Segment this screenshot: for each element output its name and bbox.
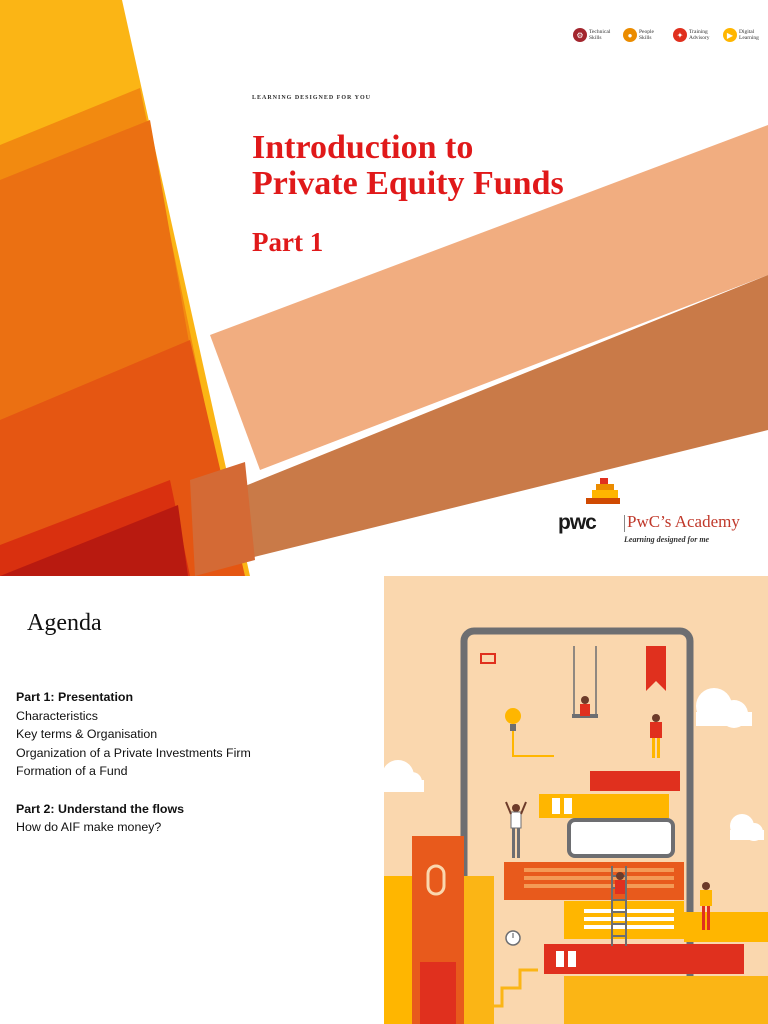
logo-tagline: Learning designed for me bbox=[624, 535, 710, 544]
agenda-slide bbox=[0, 576, 768, 1024]
category-technical-skills bbox=[573, 28, 617, 42]
pwc-academy-logo bbox=[558, 478, 758, 548]
agenda-part1-heading: Part 1: Presentation bbox=[16, 690, 134, 704]
cover-subtitle: Part 1 bbox=[252, 227, 324, 257]
learning-illustration bbox=[384, 576, 768, 1024]
academy-wordmark: PwC’s Academy bbox=[627, 512, 740, 531]
category-training-advisory bbox=[673, 28, 717, 42]
category-digital-learning bbox=[723, 28, 767, 42]
tablet-books-illustration bbox=[384, 576, 768, 1024]
title-line-2: Private Equity Funds bbox=[252, 165, 564, 202]
pwc-wordmark: pwc bbox=[558, 511, 596, 534]
agenda-list bbox=[16, 688, 251, 837]
agenda-part2-heading: Part 2: Understand the flows bbox=[16, 801, 184, 816]
agenda-item: Characteristics bbox=[16, 708, 98, 723]
agenda-item: Organization of a Private Investments Firm bbox=[16, 745, 251, 760]
category-label: People bbox=[639, 29, 654, 35]
people-icon: ● bbox=[623, 28, 637, 42]
category-label: Skills bbox=[589, 35, 602, 41]
category-label: Learning bbox=[739, 35, 759, 41]
category-label: Advisory bbox=[689, 35, 710, 41]
category-label: Skills bbox=[639, 35, 652, 41]
lightbulb-icon: ✦ bbox=[673, 28, 687, 42]
agenda-item: Key terms & Organisation bbox=[16, 727, 158, 741]
gears-icon: ⚙ bbox=[573, 28, 587, 42]
cover-tagline: LEARNING DESIGNED FOR YOU bbox=[252, 95, 371, 101]
logo-divider bbox=[624, 515, 625, 532]
cover-title bbox=[252, 130, 672, 202]
pwc-logo-mark-icon bbox=[586, 478, 626, 506]
category-label: Digital bbox=[739, 29, 755, 35]
category-people-skills bbox=[623, 28, 667, 42]
agenda-item: How do AIF make money? bbox=[16, 820, 162, 834]
play-icon: ▶ bbox=[723, 28, 737, 42]
learning-categories bbox=[573, 28, 767, 42]
title-line-1: Introduction to bbox=[252, 129, 474, 166]
agenda-title: Agenda bbox=[27, 610, 102, 636]
category-label: Technical bbox=[589, 29, 611, 35]
agenda-item: Formation of a Fund bbox=[16, 764, 128, 778]
category-label: Training bbox=[689, 29, 708, 35]
